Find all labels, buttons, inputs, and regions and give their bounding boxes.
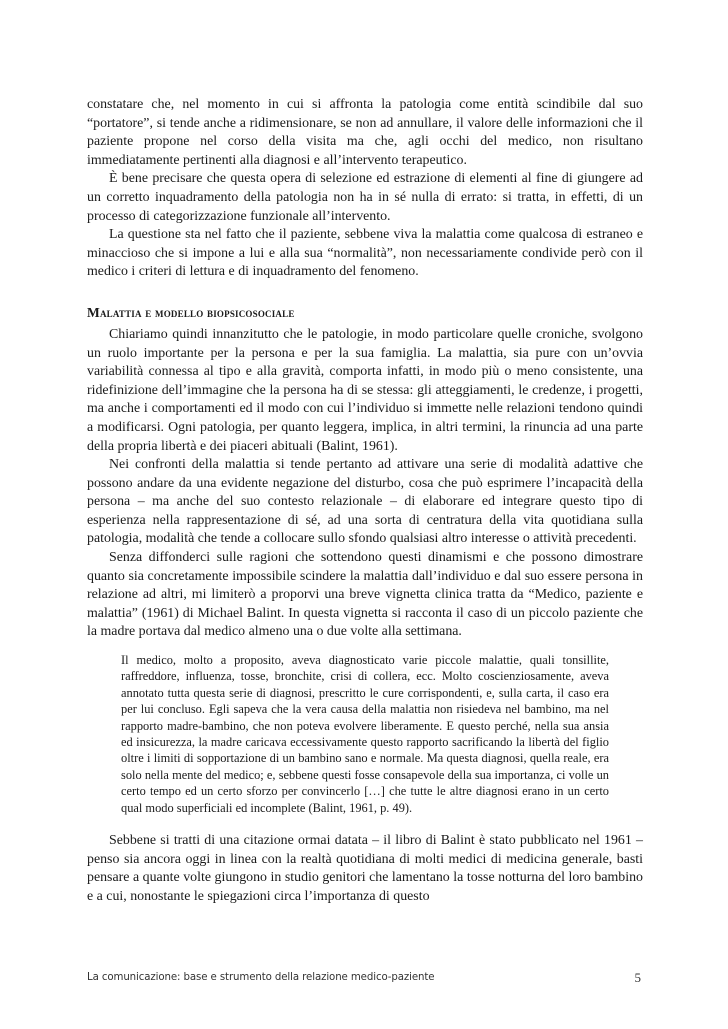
page-footer — [87, 970, 643, 988]
body-paragraph-6: Senza diffonderci sulle ragioni che sottendono questi dinamismi e che possono dimostrare quanto sia concretamente impossibile scindere la malattia dall’individuo e dal suo essere persona in relazione ad altri, mi limiterò a proporvi una breve vignetta clinica tratta da “Medico, paziente e malattia” (1961) di Michael Balint. In questa vignetta si racconta il caso di un piccolo paziente che la madre portava dal medico almeno una o due volte alla settimana. — [87, 550, 643, 640]
body-paragraph-5: Nei confronti della malattia si tende pertanto ad attivare una serie di modalità adattive che possono andare da una evidente negazione del disturbo, cosa che può esprimere l’incapacità della persona – ma anche del suo contesto relazionale – di elaborare ed integrare questo tipo di esperienza nella rappresentazione di sé, ad una sorta di centratura della vita quotidiana sulla patologia, modalità che tende a collocare sullo sfondo qualsiasi altro interesse o attività precedenti. — [87, 457, 643, 547]
page-number: 5 — [634, 970, 641, 985]
page-body — [87, 96, 643, 906]
body-paragraph-1: constatare che, nel momento in cui si affronta la patologia come entità scindibile dal suo “portatore”, si tende anche a ridimensionare, se non ad annullare, il valore delle informazioni che il paziente propone nel corso della visita ma che, agli occhi del medico, non risultano immediatamente pertinenti alla diagnosi e all’intervento terapeutico. — [87, 97, 643, 168]
body-paragraph-2: È bene precisare che questa opera di selezione ed estrazione di elementi al fine di giungere ad un corretto inquadramento della patologia non ha in sé nulla di errato: si tratta, in effetti, di un processo di categorizzazione funzionale all’intervento. — [87, 171, 643, 224]
block-quote: Il medico, molto a proposito, aveva diagnosticato varie piccole malattie, quali tonsillite, raffreddore, influenza, tosse, bronchite, crisi di collera, ecc. Molto coscienziosamente, aveva annotato tutta questa serie di diagnosi, prescritto le cure corrispondenti, e, sulla carta, il caso era per lui concluso. Egli sapeva che la vera causa della malattia non risiedeva nel bambino, ma nel rapporto madre-bambino, che non poteva evolvere liberamente. E questo perché, nella sua ansia ed insicurezza, la madre caricava eccessivamente questo rapporto sacrificando la libertà del figlio oltre i limiti di sopportazione di un bambino sano e normale. Ma questa diagnosi, quella reale, era solo nella mente del medico; e, sebbene questi fosse consapevole della sua importanza, ci volle un certo tempo ed un certo sforzo per convincerlo […] che tutte le altre diagnosi erano in un certo qual modo superficiali ed incomplete (Balint, 1961, p. 49). — [121, 653, 609, 815]
body-paragraph-4: Chiariamo quindi innanzitutto che le patologie, in modo particolare quelle croniche, svolgono un ruolo importante per la persona e per la sua famiglia. La malattia, sia pure con un’ovvia variabilità connessa al tipo e alla gravità, comporta infatti, in modo più o meno consistente, una ridefinizione dell’immagine che la persona ha di se stessa: gli atteggiamenti, le credenze, i progetti, ma anche i comportamenti ed il modo con cui l’individuo si immette nelle relazioni tendono quindi a modificarsi. Ogni patologia, per quanto leggera, implica, in altri termini, la rinuncia ad una parte della propria libertà e dei piaceri abituali (Balint, 1961). — [87, 326, 643, 454]
footer-title: La comunicazione: base e strumento della relazione medico-paziente — [87, 972, 435, 983]
body-paragraph-3: La questione sta nel fatto che il paziente, sebbene viva la malattia come qualcosa di estraneo e minaccioso che si impone a lui e alla sua “normalità”, non necessariamente condivide però con il medico i criteri di lettura e di inquadramento del fenomeno. — [87, 227, 643, 280]
section-heading: Malattia e modello biopsicosociale — [87, 304, 295, 320]
body-paragraph-7: Sebbene si tratti di una citazione ormai datata – il libro di Balint è stato pubblicato nel 1961 – penso sia ancora oggi in linea con la realtà quotidiana di molti medici di medicina generale, basti pensare a quante volte giungono in studio genitori che lamentano la tosse notturna del loro bambino e a cui, nonostante le spiegazioni circa l’importanza di questo — [87, 833, 643, 904]
